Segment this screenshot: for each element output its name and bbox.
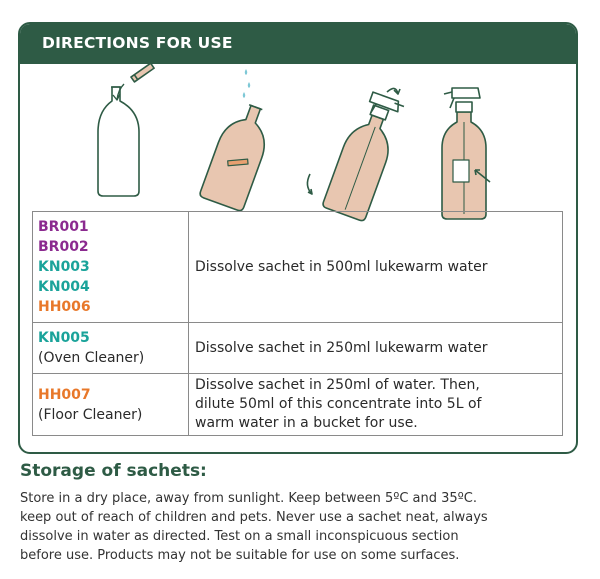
- directions-table: [32, 211, 563, 436]
- table-row: [33, 374, 563, 436]
- product-codes-cell: [33, 323, 189, 374]
- directions-card: [18, 22, 578, 454]
- instruction-line: dilute 50ml of this concentrate into 5L of: [195, 396, 482, 412]
- product-code: KN004: [38, 279, 90, 295]
- sachet-pour-into-bottle-icon: [98, 64, 154, 196]
- instruction-text: [189, 374, 563, 436]
- label-spray-bottle-icon: [442, 88, 490, 219]
- water-fill-bottle-icon: [199, 69, 277, 212]
- card-header: [20, 24, 576, 64]
- storage-body: [20, 489, 585, 565]
- instruction-text: Dissolve sachet in 250ml lukewarm water: [189, 323, 563, 374]
- storage-line: Store in a dry place, away from sunlight. Keep between 5ºC and 35ºC.: [20, 491, 478, 506]
- storage-line: before use. Products may not be suitable for use on some surfaces.: [20, 548, 460, 563]
- product-subtitle: (Floor Cleaner): [38, 406, 143, 423]
- table-row: [33, 323, 563, 374]
- instruction-line: Dissolve sachet in 250ml of water. Then,: [195, 377, 480, 393]
- illustration-strip: [20, 64, 576, 230]
- shake-spray-bottle-icon: [307, 88, 406, 221]
- product-subtitle: (Oven Cleaner): [38, 350, 145, 366]
- instruction-text: Dissolve sachet in 500ml lukewarm water: [189, 212, 563, 323]
- storage-line: dissolve in water as directed. Test on a small inconspicuous section: [20, 529, 459, 544]
- product-code: KN005: [38, 330, 90, 346]
- product-codes-cell: [33, 212, 189, 323]
- product-code: HH006: [38, 299, 91, 315]
- table-row: [33, 212, 563, 323]
- product-code: BR001: [38, 219, 89, 235]
- storage-line: keep out of reach of children and pets. Never use a sachet neat, always: [20, 510, 488, 525]
- product-code: HH007: [38, 386, 91, 403]
- product-code: BR002: [38, 239, 89, 255]
- card-title: DIRECTIONS FOR USE: [42, 34, 233, 52]
- storage-title: Storage of sachets:: [20, 461, 207, 481]
- product-codes-cell: [33, 374, 189, 436]
- instruction-line: warm water in a bucket for use.: [195, 415, 418, 431]
- product-code: KN003: [38, 259, 90, 275]
